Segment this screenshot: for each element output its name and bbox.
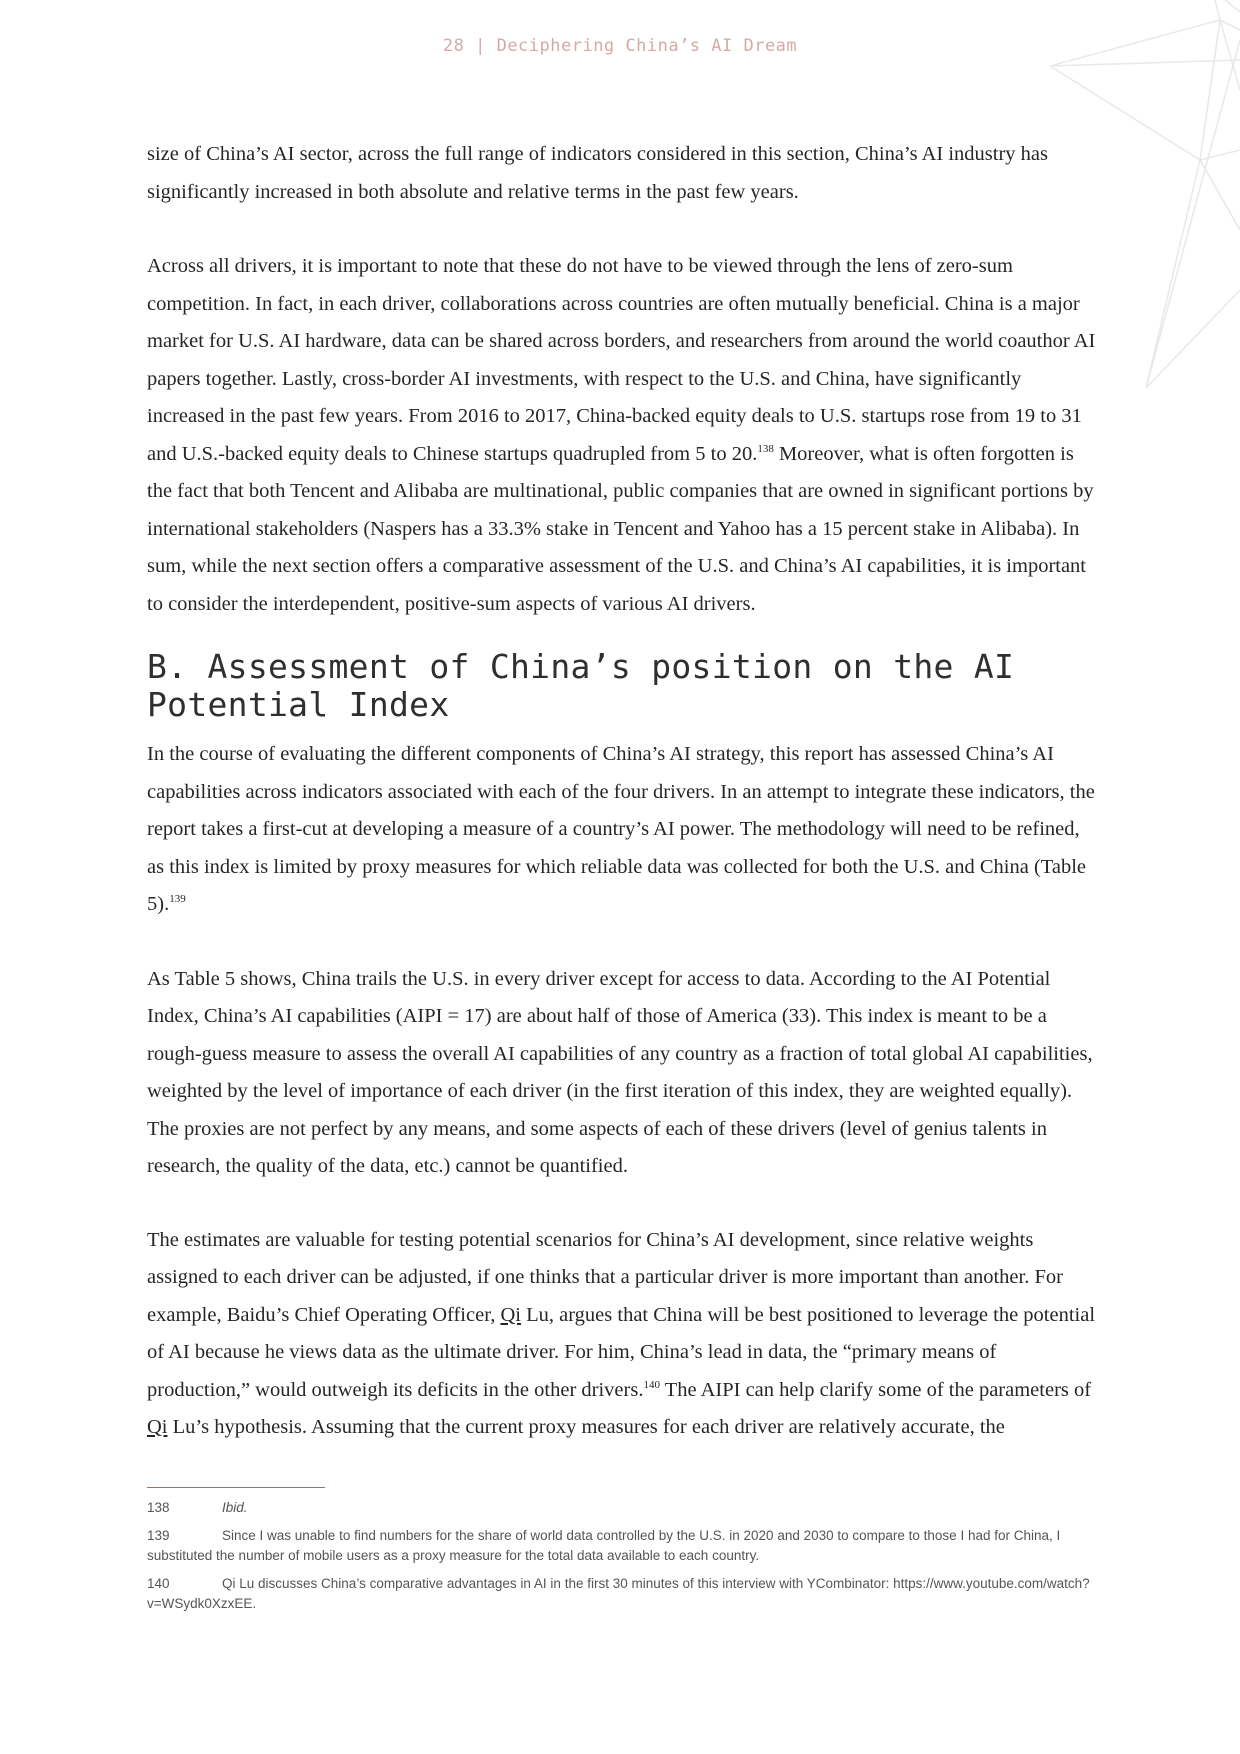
footnote-number: 139 — [147, 1528, 170, 1543]
paragraph-5-text-b: Lu, argues that China will be best positioned to leverage the potential of AI because he views data as the ultimate driver. For him, China’s lead in data, the “primary means of production,” would outweigh its deficits in the other drivers. — [147, 1303, 1096, 1401]
footnote-ref-140[interactable]: 140 — [643, 1378, 660, 1391]
paragraph-5-text-a: The estimates are valuable for testing potential scenarios for China’s AI development, since relative weights assigned to each driver can be adjusted, if one thinks that a particular driver is more important than another. For example, Baidu’s Chief Operating Officer, — [147, 1228, 1063, 1326]
paragraph-5 — [147, 1222, 1097, 1447]
paragraph-5-text-c: The AIPI can help clarify some of the parameters of — [659, 1378, 1092, 1401]
qi-name-underlined-2: Qi — [147, 1416, 168, 1438]
footnote-text: Qi Lu discusses China’s comparative advantages in AI in the first 30 minutes of this interview with YCombinator: https://www.youtube.com/watch?v=WSydk0XzxEE. — [147, 1576, 1090, 1611]
running-head-title: Deciphering China’s AI Dream — [496, 36, 798, 56]
footnote-text: Since I was unable to find numbers for the share of world data controlled by the U.S. in 2020 and 2030 to compare to those I had for China, I substituted the number of mobile users as a proxy measure for the total data available to each country. — [147, 1528, 1061, 1563]
footnote-rule — [147, 1487, 325, 1488]
paragraph-2 — [147, 248, 1097, 623]
footnote-ref-139[interactable]: 139 — [169, 893, 186, 905]
footnote-ref-138[interactable]: 138 — [757, 442, 774, 455]
footnote-text: Ibid. — [222, 1500, 248, 1515]
footnotes — [147, 1487, 1092, 1622]
footnote-number: 140 — [147, 1576, 170, 1591]
paragraph-3-text: In the course of evaluating the different components of China’s AI strategy, this report has assessed China’s AI capabilities across indicators associated with each of the four drivers. In an attempt to integrate these indicators, the report takes a first-cut at developing a measure of a country’s AI power. The methodology will need to be refined, as this index is limited by proxy measures for which reliable data was collected for both the U.S. and China (Table 5). — [147, 743, 1095, 915]
page-number: 28 — [442, 36, 465, 56]
paragraph-4: As Table 5 shows, China trails the U.S. in every driver except for access to data. According to the AI Potential Index, China’s AI capabilities (AIPI = 17) are about half of those of America (33). This index is meant to be a rough-guess measure to assess the overall AI capabilities of any country as a fraction of total global AI capabilities, weighted by the level of importance of each driver (in the first iteration of this index, they are weighted equally). The proxies are not perfect by any means, and some aspects of each of these drivers (level of genius talents in research, the quality of the data, etc.) cannot be quantified. — [147, 967, 1093, 1177]
footnote-138 — [147, 1498, 1092, 1518]
paragraph-1: size of China’s AI sector, across the full range of indicators considered in this section, China’s AI industry has significantly increased in both absolute and relative terms in the past few years. — [147, 143, 1048, 203]
paragraph-5-text-d: Lu’s hypothesis. Assuming that the current proxy measures for each driver are relatively accurate, the — [167, 1416, 1005, 1438]
footnote-140 — [147, 1574, 1092, 1614]
paragraph-2-text-a: Across all drivers, it is important to note that these do not have to be viewed through the lens of zero-sum competition. In fact, in each driver, collaborations across countries are often mutually beneficial. China is a major market for U.S. AI hardware, data can be shared across borders, and researchers from around the world coauthor AI papers together. Lastly, cross-border AI investments, with respect to the U.S. and China, have significantly increased in the past few years. From 2016 to 2017, China-backed equity deals to U.S. startups rose from 19 to 31 and U.S.-backed equity deals to Chinese startups quadrupled from 5 to 20. — [147, 255, 1096, 465]
footnote-number: 138 — [147, 1500, 170, 1515]
section-heading: B. Assessment of China’s position on the AI Potential Index — [147, 647, 1015, 724]
footnote-139 — [147, 1526, 1092, 1566]
paragraph-3 — [147, 736, 1097, 924]
running-head-separator: | — [475, 36, 486, 56]
qi-name-underlined: Qi — [500, 1303, 521, 1326]
main-content — [147, 136, 1097, 1484]
paragraph-2-text-b: Moreover, what is often forgotten is the fact that both Tencent and Alibaba are multinational, public companies that are owned in significant portions by international stakeholders (Naspers has a 33.3% stake in Tencent and Yahoo has a 15 percent stake in Alibaba). In sum, while the next section offers a comparative assessment of the U.S. and China’s AI capabilities, it is important to consider the interdependent, positive-sum aspects of various AI drivers. — [147, 442, 1094, 615]
running-head — [0, 36, 1240, 56]
